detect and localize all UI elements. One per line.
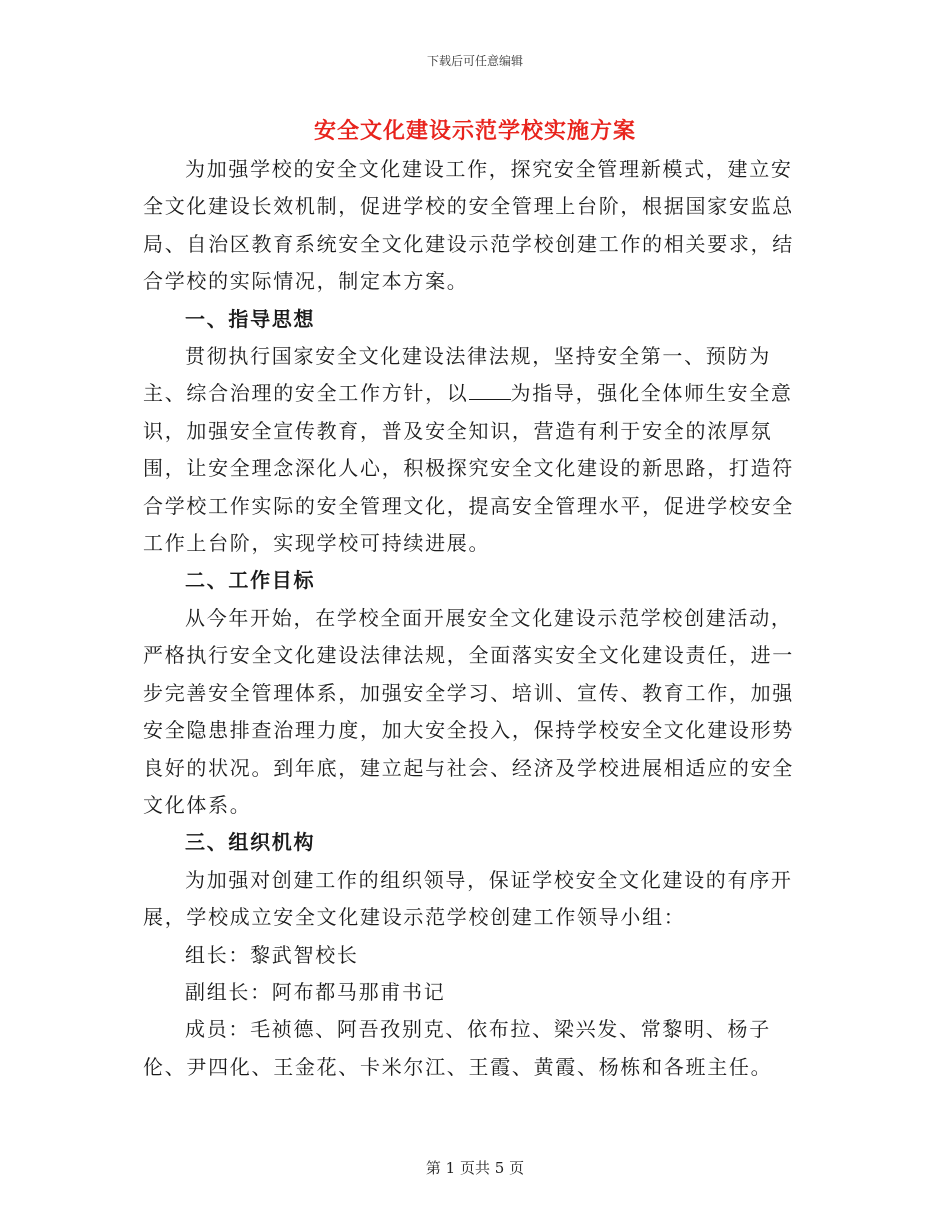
section-heading-work-goals: 二、工作目标 (185, 568, 316, 593)
guiding-ideology-paragraph (143, 338, 803, 562)
guiding-text-part1: 贯彻执行国家安全文化建设法律法规，坚持安全第一、预防为主、综合治理的安全工作方针，以 (143, 344, 771, 406)
section-heading-guiding-ideology: 一、指导思想 (185, 306, 316, 331)
section-heading-organization: 三、组织机构 (185, 830, 316, 855)
document-title: 安全文化建设示范学校实施方案 (313, 118, 636, 144)
document-body (143, 151, 803, 1086)
members-line: 成员：毛祯德、阿吾孜别克、依布拉、梁兴发、常黎明、杨子伦、尹四化、王金花、卡米尔江、王霞、黄霞、杨栋和各班主任。 (143, 1017, 773, 1079)
group-leader-line: 组长：黎武智校长 (185, 942, 359, 967)
intro-paragraph: 为加强学校的安全文化建设工作，探究安全管理新模式，建立安全文化建设长效机制，促进学校的安全管理上台阶，根据国家安监总局、自治区教育系统安全文化建设示范学校创建工作的相关要求，结合学校的实际情况，制定本方案。 (143, 157, 794, 294)
header-note: 下载后可任意编辑 (426, 54, 523, 68)
page-footer: 第 1 页共 5 页 (425, 1159, 525, 1177)
fill-blank (469, 381, 511, 400)
deputy-leader-line: 副组长：阿布都马那甫书记 (185, 979, 446, 1004)
work-goals-paragraph: 从今年开始，在学校全面开展安全文化建设示范学校创建活动，严格执行安全文化建设法律法规，全面落实安全文化建设责任，进一步完善安全管理体系，加强安全学习、培训、宣传、教育工作，加强安全隐患排查治理力度，加大安全投入，保持学校安全文化建设形势良好的状况。到年底，建立起与社会、经济及学校进展相适应的安全文化体系。 (143, 605, 794, 817)
guiding-text-part2: 为指导，强化全体师生安全意识，加强安全宣传教育，普及安全知识，营造有利于安全的浓厚氛围，让安全理念深化人心，积极探究安全文化建设的新思路，打造符合学校工作实际的安全管理文化，提高安全管理水平，促进学校安全工作上台阶，实现学校可持续进展。 (143, 381, 794, 556)
organization-paragraph: 为加强对创建工作的组织领导，保证学校安全文化建设的有序开展，学校成立安全文化建设示范学校创建工作领导小组： (143, 867, 793, 930)
